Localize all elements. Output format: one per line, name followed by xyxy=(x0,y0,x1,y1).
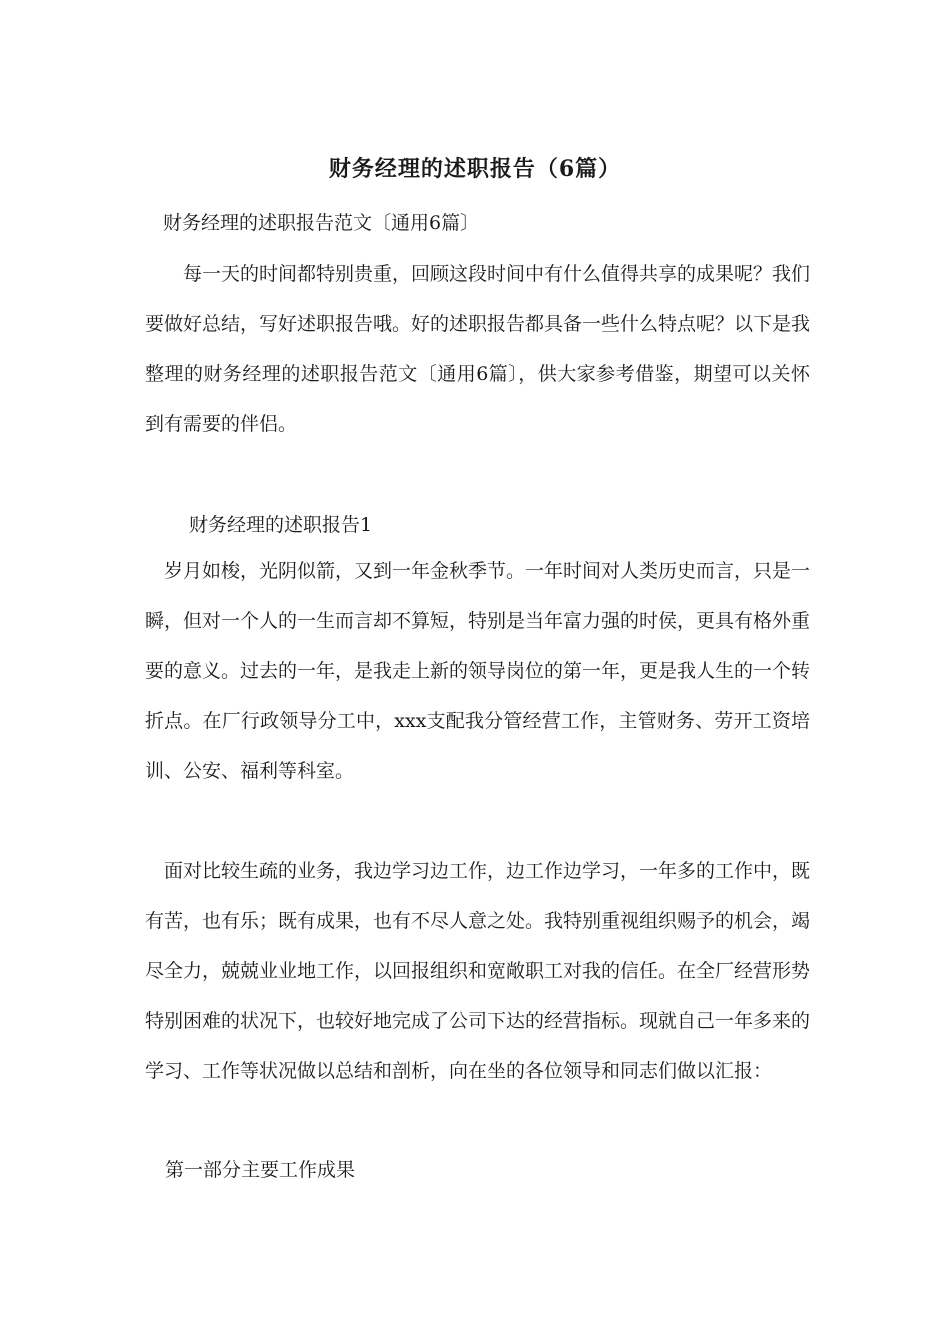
document-subtitle: 财务经理的述职报告范文〔通用6篇〕 xyxy=(163,212,480,234)
section-heading-1: 财务经理的述职报告1 xyxy=(189,514,373,536)
document-title: 财务经理的述职报告（6篇） xyxy=(328,156,622,182)
part-heading-1: 第一部分主要工作成果 xyxy=(165,1159,356,1181)
intro-paragraph: 每一天的时间都特别贵重，回顾这段时间中有什么值得共享的成果呢？我们要做好总结，写好述职报告哦。好的述职报告都具备一些什么特点呢？以下是我整理的财务经理的述职报告范文〔通用6篇〕，供大家参考借鉴，期望可以关怀到有需要的伴侣。 xyxy=(145,263,811,435)
section1-paragraph-2: 面对比较生疏的业务，我边学习边工作，边工作边学习，一年多的工作中，既有苦，也有乐；既有成果，也有不尽人意之处。我特别重视组织赐予的机会，竭尽全力，兢兢业业地工作，以回报组织和宽敞职工对我的信任。在全厂经营形势特别困难的状况下，也较好地完成了公司下达的经营指标。现就自己一年多来的学习、工作等状况做以总结和剖析，向在坐的各位领导和同志们做以汇报： xyxy=(145,860,811,1082)
section1-paragraph-1: 岁月如梭，光阴似箭，又到一年金秋季节。一年时间对人类历史而言，只是一瞬，但对一个人的一生而言却不算短，特别是当年富力强的时侯，更具有格外重要的意义。过去的一年，是我走上新的领导岗位的第一年，更是我人生的一个转折点。在厂行政领导分工中，xxx支配我分管经营工作，主管财务、劳开工资培训、公安、福利等科室。 xyxy=(145,560,811,782)
